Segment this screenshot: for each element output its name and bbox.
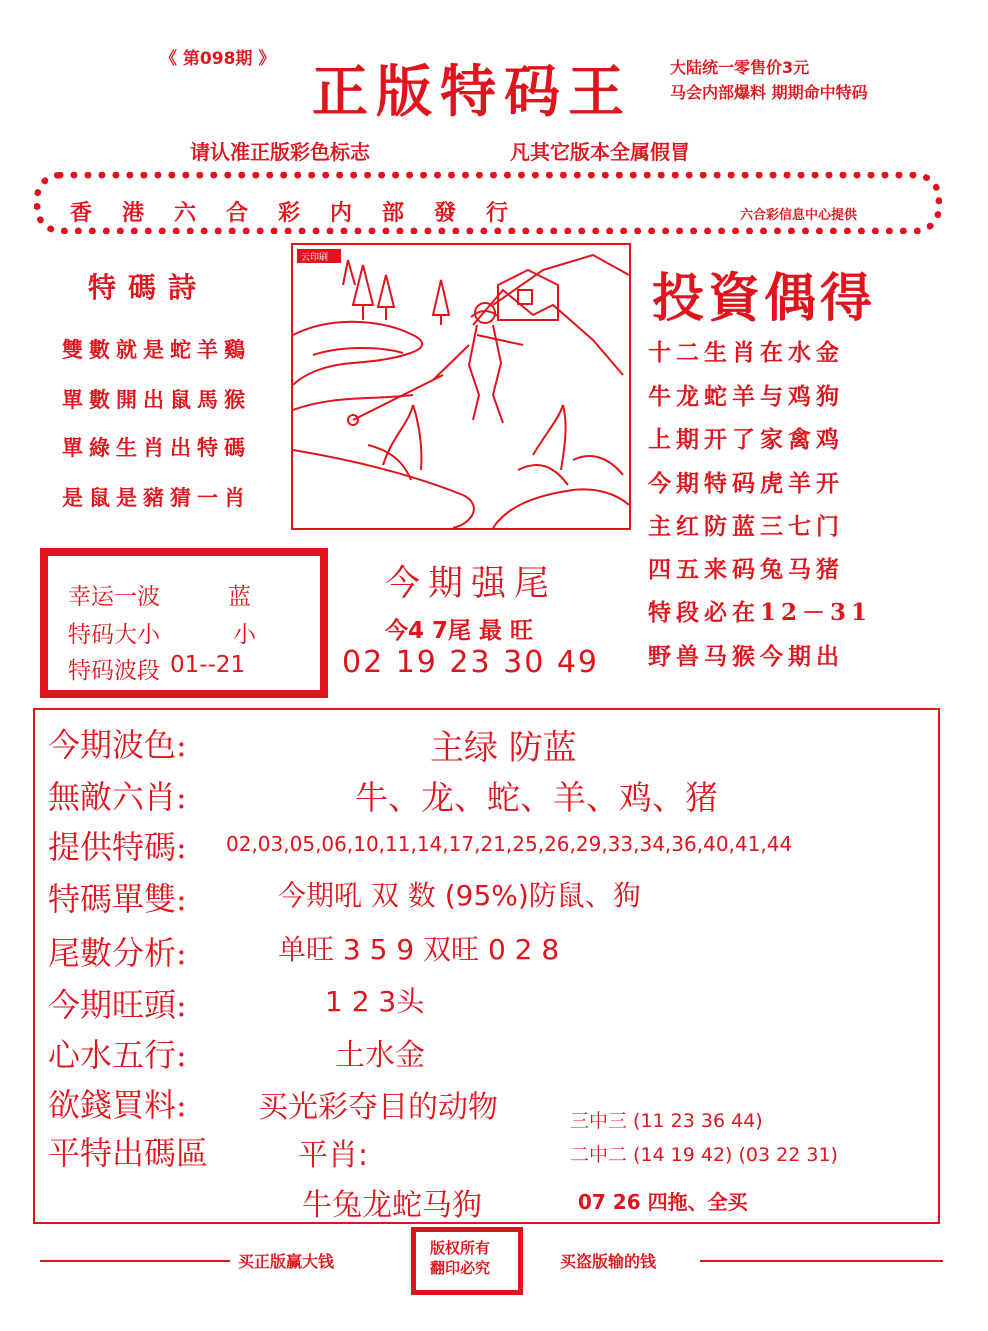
six-zodiac-value: 牛、龙、蛇、羊、鸡、猪 — [355, 778, 718, 817]
poem-line: 雙數就是蛇羊鷄 — [62, 337, 251, 362]
provide-label: 提供特碼: — [48, 828, 187, 866]
invest-line: 野兽马猴今期出 — [648, 643, 844, 670]
wave-value: 主绿 防蓝 — [430, 728, 577, 768]
flat-label: 平特出碼區 — [48, 1134, 209, 1172]
tail-subtitle: 今4 7尾 最 旺 — [385, 618, 534, 644]
element-label: 心水五行: — [48, 1036, 187, 1074]
invest-line: 今期特码虎羊开 — [648, 470, 844, 497]
lucky-wave-value: 蓝 — [228, 584, 251, 610]
leak-note: 马会内部爆料 期期命中特码 — [670, 83, 868, 102]
poem-line: 單綠生肖出特碼 — [62, 435, 251, 460]
tail-title: 今期强尾 — [385, 564, 558, 604]
price-note: 大陆统一零售价3元 — [670, 58, 810, 77]
issue-number: 《 第098期 》 — [160, 49, 276, 69]
invest-line: 上期开了家禽鸡 — [648, 426, 844, 453]
page-title: 正版特码王 — [312, 59, 632, 125]
invest-title: 投資偶得 — [652, 268, 877, 329]
head-label: 今期旺頭: — [48, 986, 187, 1024]
footer-line-left — [40, 1260, 230, 1262]
poem-line: 是鼠是豬猜一肖 — [62, 485, 251, 510]
lucky-range-value: 01--21 — [170, 652, 246, 678]
lucky-size-label: 特码大小 — [68, 622, 160, 648]
counterfeit-notice: 凡其它版本全属假冒 — [510, 140, 690, 164]
footer-right-text: 买盗版输的钱 — [560, 1252, 657, 1271]
drag-value: 07 26 四拖、全买 — [578, 1190, 748, 1214]
copyright-box — [411, 1227, 523, 1295]
lucky-box — [40, 548, 328, 698]
invest-line: 十二生肖在水金 — [648, 339, 844, 366]
odd-even-value: 今期吼 双 数 (95%)防鼠、狗 — [278, 879, 641, 912]
buy-value: 买光彩夺目的动物 — [258, 1090, 498, 1125]
lucky-range-label: 特码波段 — [68, 658, 160, 684]
stamp-text: 云印刷 — [301, 253, 329, 263]
copyright-line2: 翻印必究 — [430, 1259, 491, 1277]
invest-line: 特段必在12－31 — [648, 599, 873, 626]
element-value: 土水金 — [335, 1038, 425, 1073]
two-of-two: 二中二 (14 19 42) (03 22 31) — [570, 1144, 838, 1166]
tail-analysis-label: 尾數分析: — [48, 934, 187, 972]
zodiac-value: 牛兔龙蛇马狗 — [302, 1188, 482, 1223]
lucky-wave-label: 幸运一波 — [68, 584, 160, 610]
three-of-three: 三中三 (11 23 36 44) — [570, 1110, 763, 1132]
poem-title: 特碼詩 — [88, 271, 209, 304]
buy-label: 欲錢買料: — [48, 1086, 187, 1124]
six-zodiac-label: 無敵六肖: — [48, 778, 187, 816]
poem-line: 單數開出鼠馬猴 — [62, 387, 251, 412]
wave-label: 今期波色: — [48, 726, 187, 764]
invest-line: 主红防蓝三七门 — [648, 513, 844, 540]
tail-analysis-value: 单旺 3 5 9 双旺 0 2 8 — [278, 933, 560, 966]
tail-numbers: 02 19 23 30 49 — [342, 645, 600, 680]
provide-value: 02,03,05,06,10,11,14,17,21,25,26,29,33,34,36,40,41,44 — [226, 832, 793, 856]
banner-source: 六合彩信息中心提供 — [740, 208, 858, 223]
flat-value: 平肖: — [298, 1138, 369, 1173]
fisherman-illustration — [293, 245, 629, 528]
banner-text: 香港六合彩内部發行 — [70, 200, 539, 226]
footer-left-text: 买正版赢大钱 — [238, 1252, 335, 1271]
head-value: 1 2 3头 — [325, 985, 425, 1018]
authentic-notice: 请认准正版彩色标志 — [190, 140, 370, 164]
copyright-line1: 版权所有 — [430, 1239, 491, 1257]
invest-line: 牛龙蛇羊与鸡狗 — [648, 383, 844, 410]
odd-even-label: 特碼單雙: — [48, 880, 187, 918]
footer-line-right — [700, 1260, 943, 1262]
lucky-size-value: 小 — [233, 622, 256, 648]
invest-line: 四五来码兔马猪 — [648, 556, 844, 583]
illustration — [291, 243, 631, 530]
